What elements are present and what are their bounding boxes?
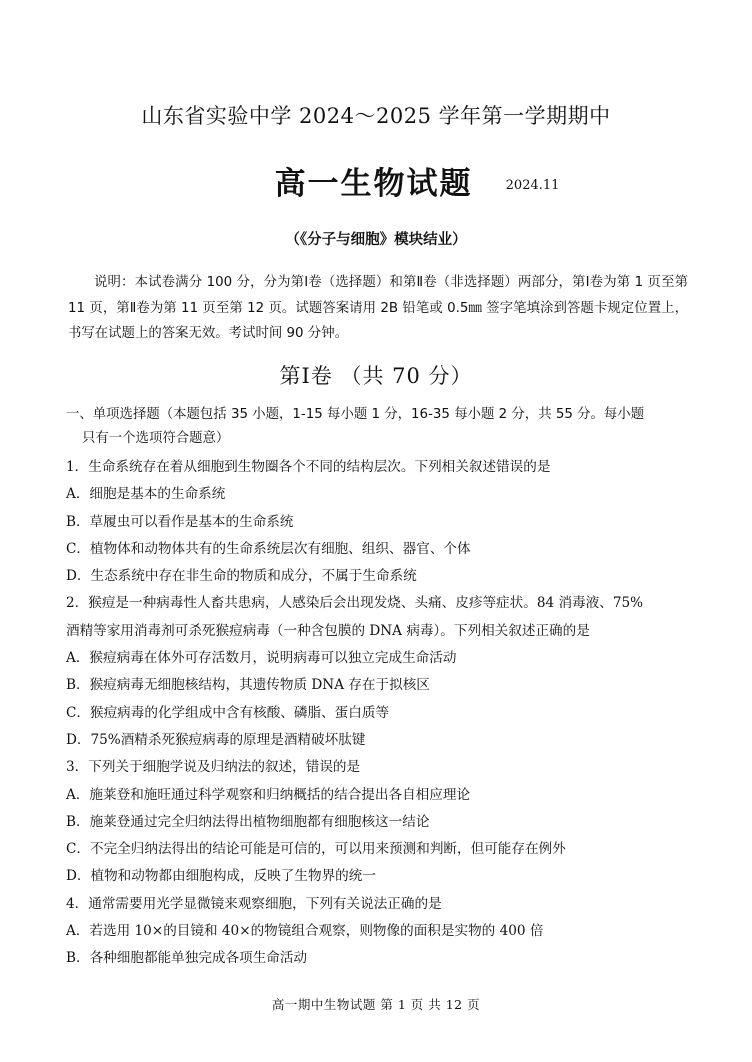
question-line: B．施莱登通过完全归纳法得出植物细胞都有细胞核这一结论 [66,813,430,830]
question-line: 1．生命系统存在着从细胞到生物圈各个不同的结构层次。下列相关叙述错误的是 [66,459,551,475]
main-title-row [0,158,752,203]
question-line: A．猴痘病毒在体外可存活数月，说明病毒可以独立完成生命活动 [66,650,457,667]
exam-date: 2024.11 [505,178,560,193]
module-subtitle: （《分子与细胞》模块结业） [285,232,467,248]
question-line: B．猴痘病毒无细胞核结构，其遗传物质 DNA 存在于拟核区 [66,677,430,694]
question-line: A．若选用 10×的目镜和 40×的物镜组合观察，则物像的面积是实物的 400 倍 [66,923,544,940]
section-heading-line-1: 一、单项选择题（本题包括 35 小题，1-15 每小题 1 分，16-35 每小题 2 分，共 55 分。每小题 [66,407,645,422]
question-line: C．植物体和动物体共有的生命系统层次有细胞、组织、器官、个体 [66,540,471,557]
question-line: C．猴痘病毒的化学组成中含有核酸、磷脂、蛋白质等 [66,704,390,721]
question-list [66,454,696,973]
question-line: D．生态系统中存在非生命的物质和成分，不属于生命系统 [66,568,417,585]
section-heading [66,403,688,451]
question-line: 4．通常需要用光学显微镜来观察细胞，下列有关说法正确的是 [66,895,442,912]
question-line: 3．下列关于细胞学说及归纳法的叙述，错误的是 [66,759,361,776]
question-line: C．不完全归纳法得出的结论可能是可信的，可以用来预测和判断，但可能存在例外 [66,841,566,858]
question-line: A．施莱登和施旺通过科学观察和归纳概括的结合提出各自相应理论 [66,786,471,803]
question-line: 酒精等家用消毒剂可杀死猴痘病毒（一种含包膜的 DNA 病毒）。下列相关叙述正确的是 [66,622,590,639]
question-line: 2．猴痘是一种病毒性人畜共患病，人感染后会出现发烧、头痛、皮疹等症状。84 消毒液、75% [66,595,644,612]
page-footer: 高一期中生物试题 第 1 页 共 12 页 [271,997,481,1012]
question-line: A．细胞是基本的生命系统 [66,486,226,503]
exam-instructions: 说明：本试卷满分 100 分，分为第Ⅰ卷（选择题）和第Ⅱ卷（非选择题）两部分，第Ⅰ卷为第 1 页至第 11 页，第Ⅱ卷为第 11 页至第 12 页。试题答案请用 2B 铅笔或 0.5㎜ 签字笔填涂到答题卡规定位置上，书写在试题上的答案无效。考试时间 90 分钟。 [68,275,688,341]
part-one-title: 第Ⅰ卷 （共 70 分） [279,364,473,388]
question-line: B．草履虫可以看作是基本的生命系统 [66,513,294,530]
school-title: 山东省实验中学 2024～2025 学年第一学期期中 [141,104,611,128]
question-line: D．植物和动物都由细胞构成，反映了生物界的统一 [66,868,376,885]
section-heading-line-2: 只有一个选项符合题意） [82,431,230,446]
question-line: D．75%酒精杀死猴痘病毒的原理是酒精破坏肽键 [66,731,366,748]
question-line: B．各种细胞都能单独完成各项生命活动 [66,950,308,967]
exam-title: 高一生物试题 [274,166,473,202]
